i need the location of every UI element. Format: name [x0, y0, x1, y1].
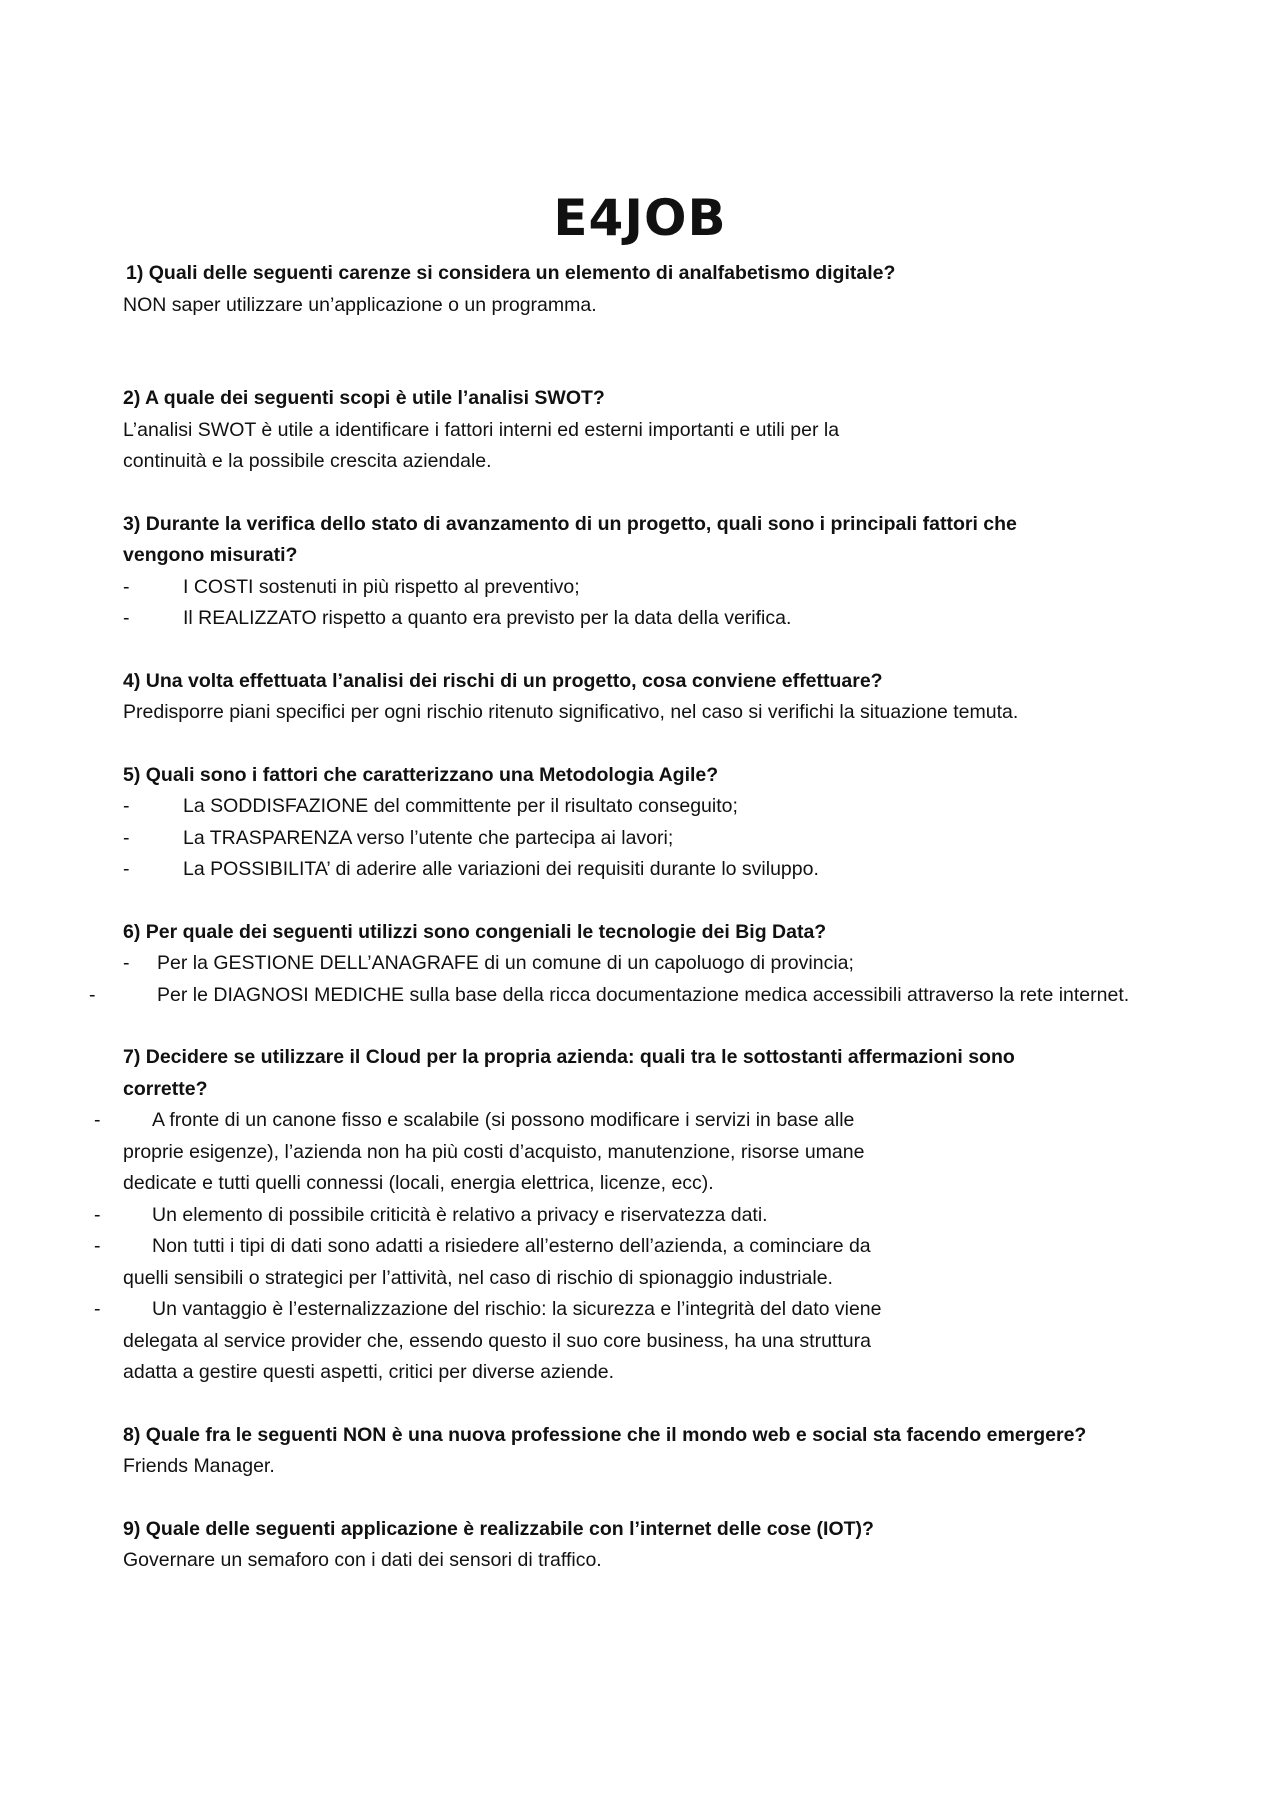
bullet-dash: - — [123, 607, 130, 629]
bullet-dash: - — [94, 1203, 101, 1226]
answer-7-bullet-4: - Un vantaggio è l’esternalizzazione del rischio: la sicurezza e l’integrità del dato viene delegata al service provider che, essendo questo il suo core business, ha una struttura adatta a gestire questi aspetti, critici per diverse aziende. — [123, 1294, 903, 1389]
question-4: 4) Una volta effettuata l’analisi dei rischi di un progetto, cosa conviene effettuare? — [123, 669, 883, 692]
bullet-dash: - — [94, 1109, 101, 1131]
answer-2-line-2: continuità e la possibile crescita aziendale. — [123, 450, 492, 472]
bullet-dash: - — [123, 858, 130, 880]
answer-4: Predisporre piani specifici per ogni rischio ritenuto significativo, nel caso si verifichi la situazione temuta. — [123, 701, 1019, 723]
bullet-dash: - — [94, 1235, 101, 1257]
question-3-line-1: 3) Durante la verifica dello stato di avanzamento di un progetto, quali sono i principali fattori che — [123, 512, 1017, 535]
bullet-dash: - — [123, 795, 130, 817]
question-1: 1) Quali delle seguenti carenze si considera un elemento di analfabetismo digitale? — [126, 262, 896, 284]
answer-2-line-1: L’analisi SWOT è utile a identificare i fattori interni ed esterni importanti e utili per la — [123, 418, 840, 441]
page-title: E4JOB — [553, 189, 727, 247]
answer-6-bullet-1: - Per la GESTIONE DELL’ANAGRAFE di un comune di un capoluogo di provincia; — [123, 948, 1193, 980]
answer-1: NON saper utilizzare un’applicazione o un programma. — [123, 293, 597, 316]
answer-9: Governare un semaforo con i dati dei sensori di traffico. — [123, 1549, 602, 1571]
bullet-dash: - — [123, 826, 130, 849]
question-9: 9) Quale delle seguenti applicazione è realizzabile con l’internet delle cose (IOT)? — [123, 1517, 874, 1540]
answer-7-bullet-2: - Un elemento di possibile criticità è relativo a privacy e riservatezza dati. — [123, 1200, 903, 1232]
answer-7-bullet-1: - A fronte di un canone fisso e scalabile (si possono modificare i servizi in base alle proprie esigenze), l’azienda non ha più costi d’acquisto, manutenzione, risorse umane dedicate e tutti quelli connessi (locali, energia elettrica, licenze, ecc). — [123, 1105, 903, 1200]
answer-7-bullet-3: - Non tutti i tipi di dati sono adatti a risiedere all’esterno dell’azienda, a cominciare da quelli sensibili o strategici per l’attività, nel caso di rischio di spionaggio industriale. — [123, 1231, 903, 1294]
question-2: 2) A quale dei seguenti scopi è utile l’analisi SWOT? — [123, 387, 605, 409]
answer-3-bullet-2: - Il REALIZZATO rispetto a quanto era previsto per la data della verifica. — [123, 603, 1193, 635]
question-5: 5) Quali sono i fattori che caratterizzano una Metodologia Agile? — [123, 763, 719, 786]
question-8: 8) Quale fra le seguenti NON è una nuova professione che il mondo web e social sta facendo emergere? — [123, 1423, 1087, 1446]
bullet-dash: - — [94, 1298, 101, 1320]
question-3-line-2: vengono misurati? — [123, 544, 298, 566]
answer-5-bullet-2: - La TRASPARENZA verso l’utente che partecipa ai lavori; — [123, 823, 1193, 855]
question-6: 6) Per quale dei seguenti utilizzi sono congeniali le tecnologie dei Big Data? — [123, 920, 827, 943]
bullet-dash: - — [123, 952, 130, 974]
answer-5-bullet-3: - La POSSIBILITA’ di aderire alle variazioni dei requisiti durante lo sviluppo. — [123, 854, 1193, 886]
question-7-line-1: 7) Decidere se utilizzare il Cloud per la propria azienda: quali tra le sottostanti affermazioni sono — [123, 1046, 1015, 1068]
document-body — [89, 258, 1193, 1577]
bullet-dash: - — [123, 575, 130, 598]
answer-5-bullet-1: - La SODDISFAZIONE del committente per il risultato conseguito; — [123, 791, 1193, 823]
answer-3-bullet-1: - I COSTI sostenuti in più rispetto al preventivo; — [123, 572, 1193, 604]
question-7-line-2: corrette? — [123, 1077, 208, 1100]
bullet-dash: - — [89, 983, 96, 1006]
answer-6-bullet-2: - Per le DIAGNOSI MEDICHE sulla base della ricca documentazione medica accessibili attraverso la rete internet. — [123, 980, 1193, 1012]
answer-8: Friends Manager. — [123, 1455, 275, 1477]
